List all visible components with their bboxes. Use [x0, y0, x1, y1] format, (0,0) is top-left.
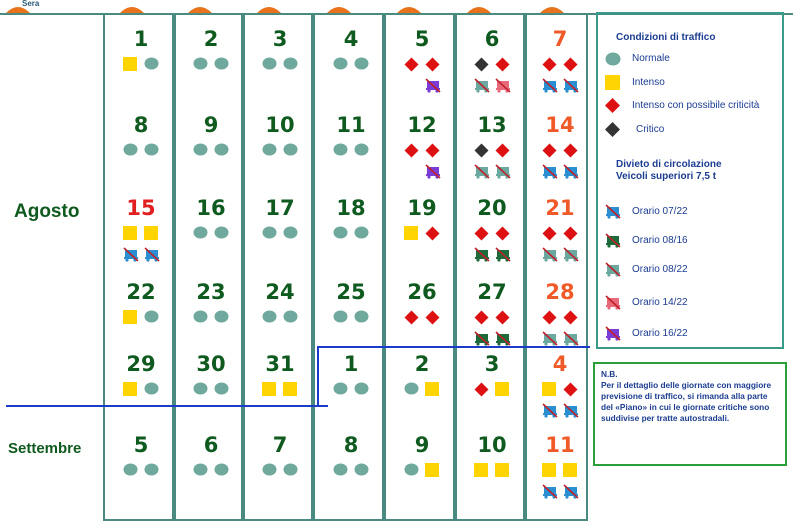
legend-traffic-label: Intenso	[632, 77, 665, 88]
day-number: 6	[484, 27, 500, 51]
morning-traffic-icon	[193, 226, 208, 244]
truck-ban-icon	[542, 403, 558, 423]
truck-ban-icon	[495, 331, 511, 351]
day-number: 7	[272, 433, 288, 457]
morning-traffic-icon	[404, 463, 419, 481]
day-number: 14	[545, 113, 575, 137]
morning-traffic-icon	[262, 310, 277, 328]
evening-traffic-icon	[425, 143, 440, 163]
day-number: 30	[196, 352, 226, 376]
calendar-day-cell	[459, 196, 525, 280]
evening-traffic-icon	[425, 463, 439, 482]
evening-traffic-icon	[563, 382, 578, 402]
morning-traffic-icon	[262, 463, 277, 481]
day-number: 28	[545, 280, 575, 304]
calendar-day-cell	[459, 352, 525, 436]
calendar-day-cell	[459, 27, 525, 111]
truck-ban-icon	[542, 164, 558, 184]
calendar-day-cell	[108, 433, 174, 517]
evening-traffic-icon	[563, 310, 578, 330]
truck-ban-icon	[563, 331, 579, 351]
calendar-day-cell	[108, 352, 174, 436]
evening-traffic-icon	[425, 382, 439, 401]
calendar-day-cell	[318, 27, 384, 111]
evening-traffic-icon	[144, 143, 159, 161]
evening-traffic-icon	[283, 226, 298, 244]
truck-ban-icon	[495, 78, 511, 98]
morning-traffic-icon	[542, 463, 556, 482]
calendar-day-cell	[108, 113, 174, 197]
morning-traffic-icon	[123, 57, 137, 76]
truck-ban-icon	[123, 247, 139, 267]
morning-traffic-icon	[404, 143, 419, 163]
day-number: 13	[477, 113, 507, 137]
day-number: 4	[552, 352, 568, 376]
calendar-day-cell	[527, 113, 593, 197]
month-label-september: Settembre	[8, 440, 82, 457]
truck-ban-icon	[563, 403, 579, 423]
truck-ban-icon	[605, 233, 621, 253]
day-number: 20	[477, 196, 507, 220]
morning-traffic-icon	[123, 463, 138, 481]
morning-traffic-icon	[542, 226, 557, 246]
morning-traffic-icon	[193, 143, 208, 161]
calendar-day-cell	[247, 352, 313, 436]
day-number: 5	[133, 433, 149, 457]
calendar-day-cell	[527, 27, 593, 111]
calendar-day-cell	[527, 433, 593, 517]
sun-icon	[325, 0, 353, 8]
morning-traffic-icon	[333, 226, 348, 244]
calendar-day-cell	[318, 433, 384, 517]
morning-traffic-icon	[542, 310, 557, 330]
morning-traffic-icon	[474, 143, 489, 163]
evening-traffic-icon	[563, 463, 577, 482]
calendar-day-cell	[389, 196, 455, 280]
day-number: 11	[336, 113, 366, 137]
sun-icon	[395, 0, 423, 8]
day-number: 8	[343, 433, 359, 457]
legend-ban-subtitle: Veicoli superiori 7,5 t	[616, 171, 717, 182]
evening-traffic-icon	[214, 143, 229, 161]
day-number: 22	[126, 280, 156, 304]
evening-traffic-icon	[354, 57, 369, 75]
evening-traffic-icon	[214, 226, 229, 244]
morning-traffic-icon	[542, 143, 557, 163]
critical-traffic-icon	[605, 122, 620, 142]
truck-ban-icon	[474, 78, 490, 98]
truck-ban-icon	[425, 164, 441, 184]
morning-traffic-icon	[333, 310, 348, 328]
calendar-day-cell	[247, 113, 313, 197]
morning-traffic-icon	[333, 463, 348, 481]
evening-traffic-icon	[354, 226, 369, 244]
calendar-day-cell	[527, 352, 593, 436]
sun-icon	[538, 0, 566, 8]
truck-ban-icon	[474, 331, 490, 351]
morning-traffic-icon	[474, 382, 489, 402]
morning-traffic-icon	[542, 382, 556, 401]
truck-ban-icon	[542, 484, 558, 504]
evening-traffic-icon	[563, 143, 578, 163]
evening-traffic-icon	[283, 57, 298, 75]
evening-traffic-icon	[283, 382, 297, 401]
calendar-day-cell	[178, 433, 244, 517]
day-number: 6	[203, 433, 219, 457]
day-number: 23	[196, 280, 226, 304]
evening-traffic-icon	[495, 310, 510, 330]
calendar-day-cell	[178, 27, 244, 111]
evening-traffic-icon	[144, 57, 159, 75]
evening-traffic-icon	[144, 463, 159, 481]
morning-traffic-icon	[123, 143, 138, 161]
calendar-day-cell	[318, 113, 384, 197]
day-number: 1	[343, 352, 359, 376]
truck-ban-icon	[495, 164, 511, 184]
morning-traffic-icon	[404, 382, 419, 400]
truck-ban-icon	[474, 247, 490, 267]
evening-traffic-icon	[283, 310, 298, 328]
truck-ban-icon	[542, 247, 558, 267]
legend-ban-label: Orario 16/22	[632, 328, 688, 339]
day-number: 4	[343, 27, 359, 51]
evening-traffic-icon	[563, 57, 578, 77]
day-number: 27	[477, 280, 507, 304]
morning-traffic-icon	[404, 57, 419, 77]
normal-traffic-icon	[605, 52, 621, 71]
evening-traffic-icon	[214, 57, 229, 75]
day-number: 18	[336, 196, 366, 220]
legend-traffic-label: Intenso con possibile criticità	[632, 100, 760, 111]
evening-traffic-icon	[354, 310, 369, 328]
evening-traffic-icon	[425, 310, 440, 330]
day-number: 1	[133, 27, 149, 51]
calendar-bottom-border	[103, 519, 588, 521]
day-number: 25	[336, 280, 366, 304]
truck-ban-icon	[605, 326, 621, 346]
legend-traffic-title: Condizioni di traffico	[616, 32, 716, 43]
truck-ban-icon	[563, 164, 579, 184]
day-number: 9	[414, 433, 430, 457]
evening-traffic-icon	[495, 226, 510, 246]
morning-traffic-icon	[193, 463, 208, 481]
evening-label: Sera	[22, 0, 40, 8]
note-text: Per il dettaglio delle giornate con maggiore previsione di traffico, si rimanda alla parte del «Piano» in cui le giornate critiche sono suddivise per tratte autostradali.	[601, 380, 772, 423]
morning-traffic-icon	[333, 382, 348, 400]
day-number: 10	[477, 433, 507, 457]
morning-traffic-icon	[404, 226, 418, 245]
day-number: 10	[265, 113, 295, 137]
evening-traffic-icon	[563, 226, 578, 246]
truck-ban-icon	[144, 247, 160, 267]
truck-ban-icon	[563, 247, 579, 267]
truck-ban-icon	[542, 331, 558, 351]
day-number: 7	[552, 27, 568, 51]
morning-traffic-icon	[474, 226, 489, 246]
legend-traffic-label: Critico	[636, 124, 665, 135]
morning-traffic-icon	[333, 57, 348, 75]
note-box	[593, 362, 787, 466]
sun-icon	[186, 0, 214, 8]
truck-ban-icon	[605, 295, 621, 315]
day-number: 5	[414, 27, 430, 51]
calendar-day-cell	[178, 196, 244, 280]
truck-ban-icon	[495, 247, 511, 267]
sun-icon	[255, 0, 283, 8]
morning-traffic-icon	[193, 382, 208, 400]
evening-traffic-icon	[144, 382, 159, 400]
morning-traffic-icon	[123, 310, 137, 329]
day-number: 19	[407, 196, 437, 220]
morning-traffic-icon	[474, 57, 489, 77]
calendar-day-cell	[108, 196, 174, 280]
month-label-august: Agosto	[14, 201, 80, 222]
legend-ban-label: Orario 07/22	[632, 206, 688, 217]
evening-traffic-icon	[283, 463, 298, 481]
morning-traffic-icon	[474, 463, 488, 482]
day-number: 24	[265, 280, 295, 304]
day-number: 2	[203, 27, 219, 51]
calendar-day-cell	[459, 433, 525, 517]
truck-ban-icon	[563, 484, 579, 504]
evening-traffic-icon	[425, 57, 440, 77]
evening-traffic-icon	[425, 226, 440, 246]
note-title: N.B.	[601, 369, 618, 379]
day-number: 12	[407, 113, 437, 137]
legend-ban-label: Orario 08/16	[632, 235, 688, 246]
morning-traffic-icon	[542, 57, 557, 77]
morning-traffic-icon	[333, 143, 348, 161]
day-number: 8	[133, 113, 149, 137]
morning-traffic-icon	[474, 310, 489, 330]
day-number: 2	[414, 352, 430, 376]
evening-traffic-icon	[214, 310, 229, 328]
truck-ban-icon	[563, 78, 579, 98]
sun-icon	[465, 0, 493, 8]
calendar-day-cell	[318, 196, 384, 280]
morning-traffic-icon	[193, 57, 208, 75]
legend-traffic-label: Normale	[632, 53, 670, 64]
heavy-critical-traffic-icon	[605, 98, 620, 118]
calendar-day-cell	[247, 433, 313, 517]
evening-traffic-icon	[495, 382, 509, 401]
day-number: 26	[407, 280, 437, 304]
morning-traffic-icon	[262, 382, 276, 401]
day-number: 9	[203, 113, 219, 137]
evening-traffic-icon	[144, 226, 158, 245]
evening-traffic-icon	[354, 382, 369, 400]
morning-traffic-icon	[404, 310, 419, 330]
calendar-day-cell	[389, 352, 455, 436]
day-number: 17	[265, 196, 295, 220]
truck-ban-icon	[425, 78, 441, 98]
morning-traffic-icon	[123, 226, 137, 245]
morning-traffic-icon	[193, 310, 208, 328]
legend-ban-label: Orario 08/22	[632, 264, 688, 275]
day-number: 11	[545, 433, 575, 457]
truck-ban-icon	[605, 204, 621, 224]
morning-traffic-icon	[123, 382, 137, 401]
calendar-day-cell	[459, 113, 525, 197]
morning-traffic-icon	[262, 143, 277, 161]
evening-traffic-icon	[354, 463, 369, 481]
day-number: 16	[196, 196, 226, 220]
evening-traffic-icon	[495, 57, 510, 77]
day-number: 3	[484, 352, 500, 376]
calendar-day-cell	[318, 352, 384, 436]
calendar-day-cell	[247, 196, 313, 280]
day-number: 31	[265, 352, 295, 376]
truck-ban-icon	[474, 164, 490, 184]
calendar-day-cell	[527, 196, 593, 280]
day-number: 3	[272, 27, 288, 51]
day-number: 21	[545, 196, 575, 220]
evening-traffic-icon	[214, 463, 229, 481]
legend-ban-title: Divieto di circolazione	[616, 159, 722, 170]
calendar-day-cell	[108, 27, 174, 111]
truck-ban-icon	[542, 78, 558, 98]
evening-traffic-icon	[214, 382, 229, 400]
truck-ban-icon	[605, 262, 621, 282]
morning-traffic-icon	[262, 226, 277, 244]
day-number: 15	[126, 196, 156, 220]
calendar-day-cell	[389, 113, 455, 197]
calendar-day-cell	[178, 352, 244, 436]
evening-traffic-icon	[283, 143, 298, 161]
evening-traffic-icon	[144, 310, 159, 328]
legend-panel	[596, 12, 784, 349]
evening-traffic-icon	[495, 463, 509, 482]
calendar-day-cell	[389, 27, 455, 111]
heavy-traffic-icon	[605, 75, 620, 95]
calendar-day-cell	[389, 433, 455, 517]
evening-traffic-icon	[354, 143, 369, 161]
calendar-day-cell	[178, 113, 244, 197]
sun-icon	[118, 0, 146, 8]
evening-traffic-icon	[495, 143, 510, 163]
calendar-day-cell	[247, 27, 313, 111]
day-number: 29	[126, 352, 156, 376]
morning-traffic-icon	[262, 57, 277, 75]
legend-ban-label: Orario 14/22	[632, 297, 688, 308]
